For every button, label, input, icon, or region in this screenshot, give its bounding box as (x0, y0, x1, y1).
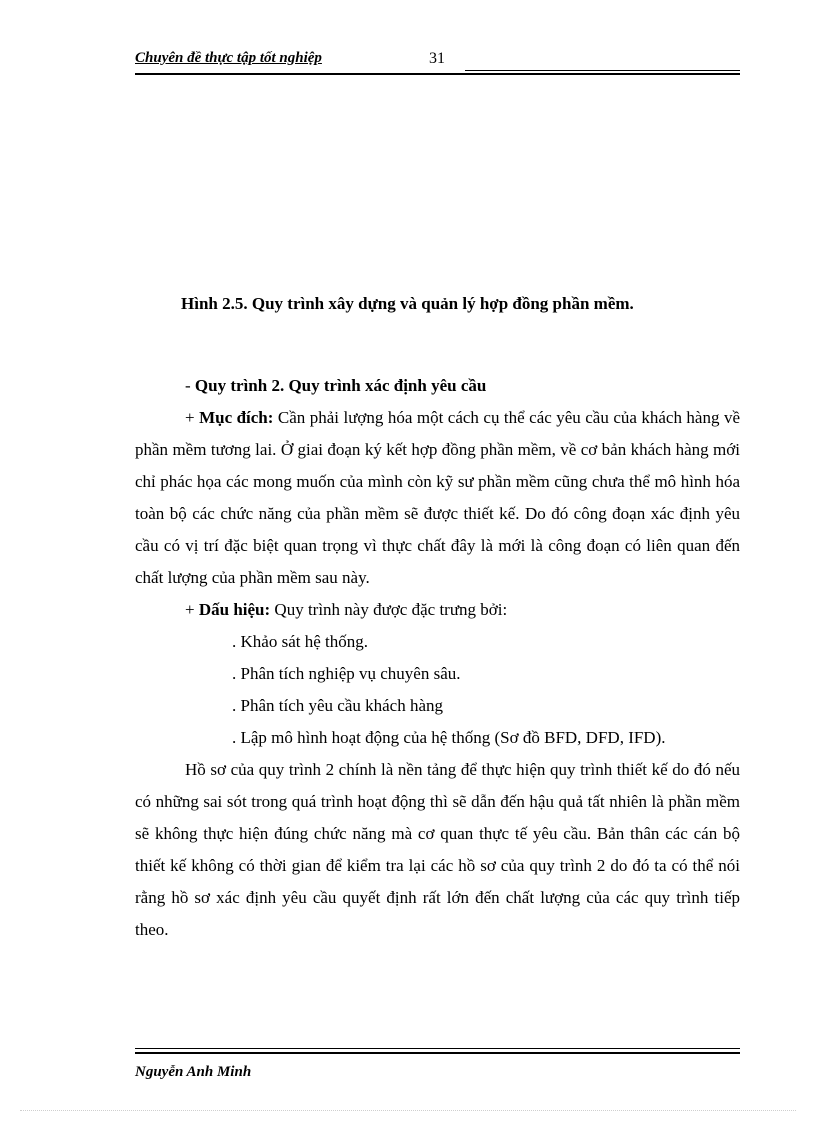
purpose-prefix: + (185, 408, 200, 427)
section-title: Quy trình 2. Quy trình xác định yêu cầu (194, 376, 487, 395)
header-rule-thick (135, 73, 740, 75)
header-rule-thin (465, 70, 740, 71)
footer-author: Nguyễn Anh Minh (135, 1064, 252, 1080)
purpose-text: Cần phải lượng hóa một cách cụ thể các yêu cầu của khách hàng về phần mềm tương lai. Ở giai đoạn ký kết hợp đồng phần mềm, về cơ bản khách hàng mới chỉ phác họa các mong muốn của mình còn kỹ sư phần mềm cũng chưa thể mô hình hóa toàn bộ các chức năng của phần mềm sẽ được thiết kế. Do đó công đoạn xác định yêu cầu có vị trí đặc biệt quan trọng vì thực chất đây là mới là công đoạn có liên quan đến chất lượng của phần mềm sau này. (135, 408, 740, 587)
list-item: . Phân tích nghiệp vụ chuyên sâu. (232, 664, 461, 683)
header-title: Chuyên đề thực tập tốt nghiệp (135, 50, 322, 66)
purpose-label: Mục đích: (199, 408, 274, 427)
list-item: . Lập mô hình hoạt động của hệ thống (Sơ đồ BFD, DFD, IFD). (232, 728, 666, 747)
list-item: . Phân tích yêu cầu khách hàng (232, 696, 444, 715)
section-heading (135, 370, 740, 402)
figure-caption: Hình 2.5. Quy trình xây dựng và quản lý hợp đồng phần mềm. (181, 294, 634, 313)
page-bottom-border (20, 1110, 796, 1111)
footer-rule-thick (135, 1052, 740, 1054)
signs-label: Dấu hiệu: (198, 600, 271, 619)
signs-text: Quy trình này được đặc trưng bởi: (270, 600, 508, 619)
page-number: 31 (429, 50, 445, 67)
purpose-paragraph (135, 402, 740, 594)
page-header (135, 46, 740, 76)
document-body (135, 370, 740, 946)
section-dash: - (185, 376, 195, 395)
page-footer (135, 1044, 740, 1084)
signs-paragraph (135, 594, 740, 626)
list-item: . Khảo sát hệ thống. (232, 632, 368, 651)
signs-prefix: + (185, 600, 199, 619)
footer-rule-thin (135, 1048, 740, 1049)
closing-paragraph: Hồ sơ của quy trình 2 chính là nền tảng để thực hiện quy trình thiết kế do đó nếu có những sai sót trong quá trình hoạt động thì sẽ dẫn đến hậu quả tất nhiên là phần mềm sẽ không thực hiện đúng chức năng mà cơ quan thực tế yêu cầu. Bản thân các cán bộ thiết kế không có thời gian để kiểm tra lại các hồ sơ của quy trình 2 do đó ta có thể nói rằng hồ sơ xác định yêu cầu quyết định rất lớn đến chất lượng của các quy trình tiếp theo. (135, 760, 740, 939)
